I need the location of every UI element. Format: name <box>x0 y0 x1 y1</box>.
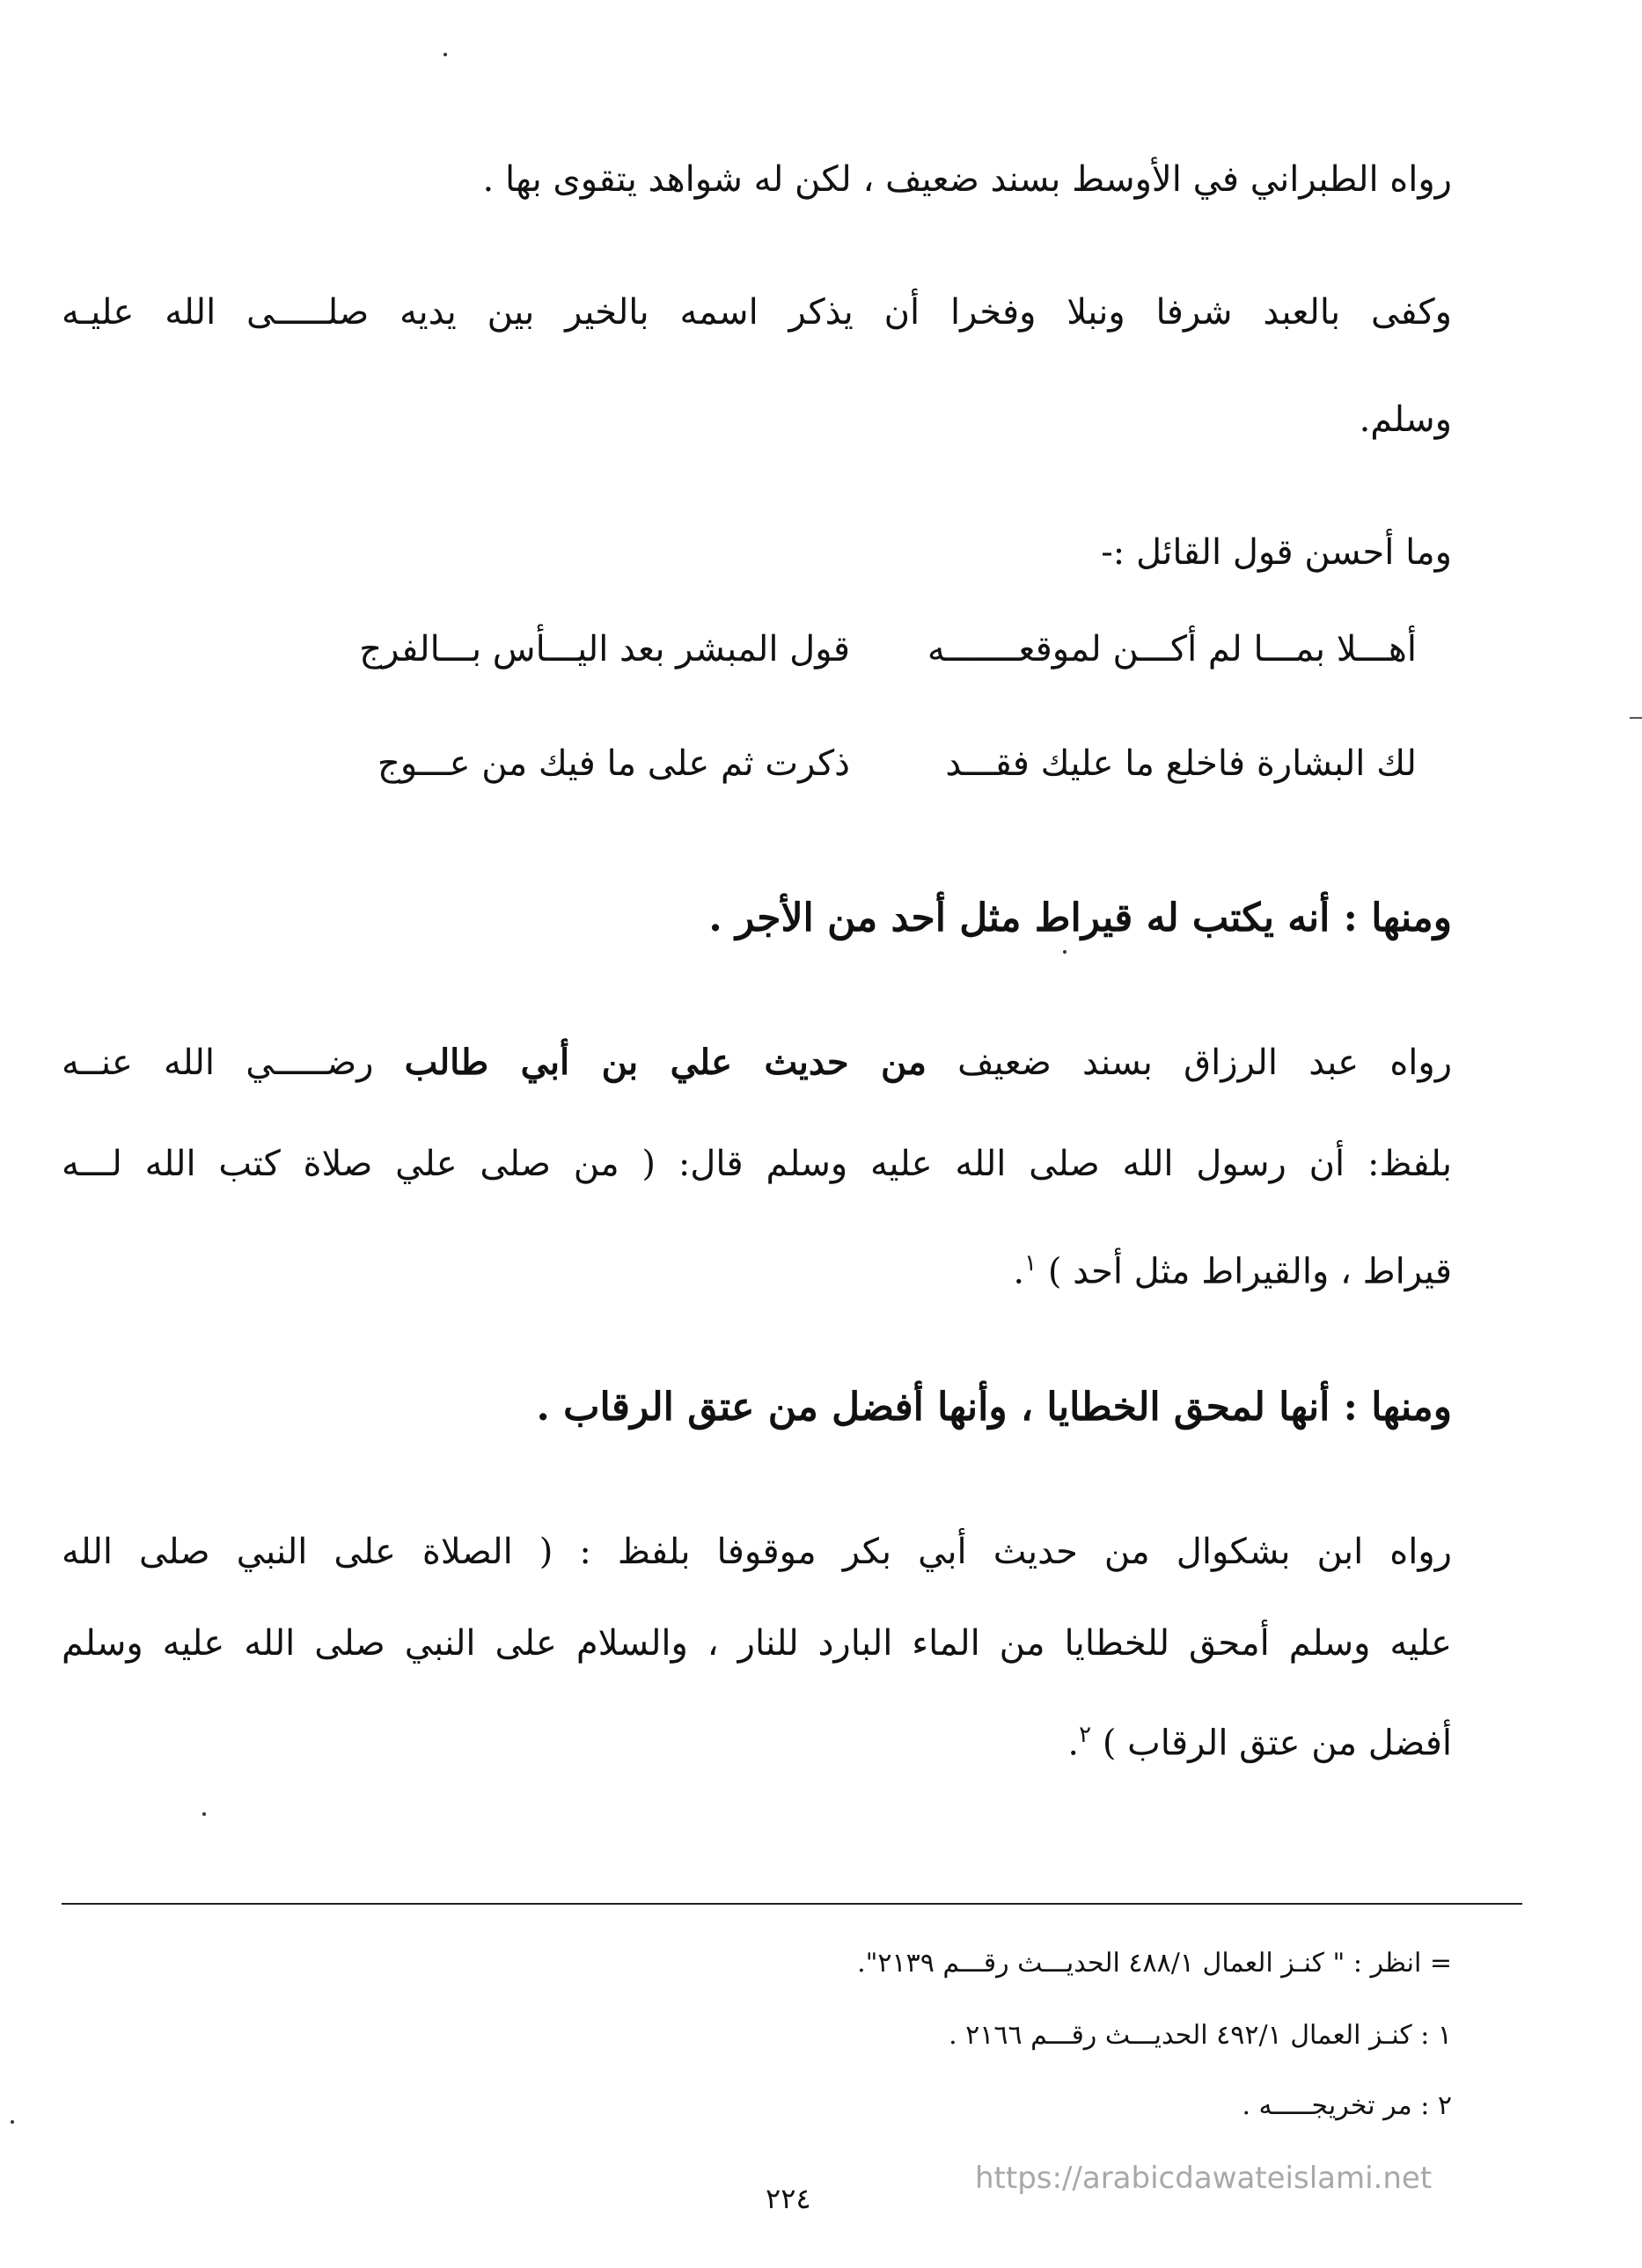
scan-edge-mark <box>1630 717 1642 719</box>
footnote-2: ٢ : مر تخريجـــــه . <box>1242 2090 1452 2121</box>
footnote-marker-1: ١ <box>1024 1250 1037 1277</box>
paragraph-5-line-1: رواه ابن بشكوال من حديث أبي بكر موقوفا بلفظ : ( الصلاة على النبي صلى الله <box>62 1532 1452 1572</box>
heading-1: ومنها : أنه يكتب له قيراط مثل أحد من الأجر . <box>708 896 1452 940</box>
watermark-url: https://arabicdawateislami.net <box>975 2161 1433 2196</box>
footnote-continued: = انظر : " كنـز العمال ٤٨٨/١ الحديـــث رقـــم ٢١٣٩". <box>857 1948 1452 1979</box>
footnote-separator <box>62 1903 1522 1905</box>
paragraph-4-line-1-part-c: رضـــــي الله عنــه <box>62 1043 374 1083</box>
paragraph-4-line-1-bold: من حديث علي بن أبي طالب <box>404 1042 927 1083</box>
footnote-marker-2: ٢ <box>1079 1722 1092 1748</box>
heading-2: ومنها : أنها لمحق الخطايا ، وأنها أفضل من عتق الرقاب . <box>536 1385 1452 1430</box>
paragraph-2-line-1: وكفى بالعبد شرفا ونبلا وفخرا أن يذكر اسمه بالخير بين يديه صلـــــى الله عليـه <box>62 292 1452 333</box>
footnote-1: ١ : كنـز العمال ٤٩٢/١ الحديـــث رقـــم ٢١٦٦ . <box>949 2020 1452 2051</box>
paragraph-2-line-2: وسلم. <box>1359 399 1452 440</box>
paragraph-4-line-3: قيراط ، والقيراط مثل أحد ) $^١$. <box>1013 1250 1452 1292</box>
paragraph-5-line-2: عليه وسلم أمحق للخطايا من الماء البارد للنار ، والسلام على النبي صلى الله عليه وسلم <box>62 1623 1452 1664</box>
verse-1-second-hemistich: قول المبشر بعد اليـــأس بـــالفرج <box>359 629 850 669</box>
scan-speck <box>202 1812 206 1816</box>
page-number: ٢٢٤ <box>766 2182 811 2215</box>
paragraph-4-line-2: بلفظ: أن رسول الله صلى الله عليه وسلم قال: ( من صلى علي صلاة كتب الله لـــه <box>62 1144 1452 1184</box>
scan-speck <box>11 2120 14 2124</box>
paragraph-4-line-3-text: قيراط ، والقيراط مثل أحد ) <box>1047 1251 1452 1292</box>
verse-2-second-hemistich: ذكرت ثم على ما فيك من عـــوج <box>378 743 850 784</box>
paragraph-5-line-3: أفضل من عتق الرقاب ) $^٢$. <box>1067 1722 1452 1764</box>
scan-speck <box>1063 950 1067 954</box>
paragraph-1: رواه الطبراني في الأوسط بسند ضعيف ، لكن له شواهد يتقوى بها . <box>482 159 1452 200</box>
paragraph-4-line-1-part-a: رواه عبد الرزاق بسند ضعيف <box>957 1043 1453 1083</box>
paragraph-4-line-1 <box>62 1035 1452 1091</box>
verse-1-first-hemistich: أهـــلا بمـــا لم أكـــن لموقعـــــــه <box>927 629 1417 669</box>
scan-speck <box>443 53 447 56</box>
verse-2-first-hemistich: لك البشارة فاخلع ما عليك فقـــد <box>945 743 1417 784</box>
paragraph-3: وما أحسن قول القائل :- <box>1101 532 1452 573</box>
paragraph-5-line-3-text: أفضل من عتق الرقاب ) <box>1102 1723 1452 1764</box>
